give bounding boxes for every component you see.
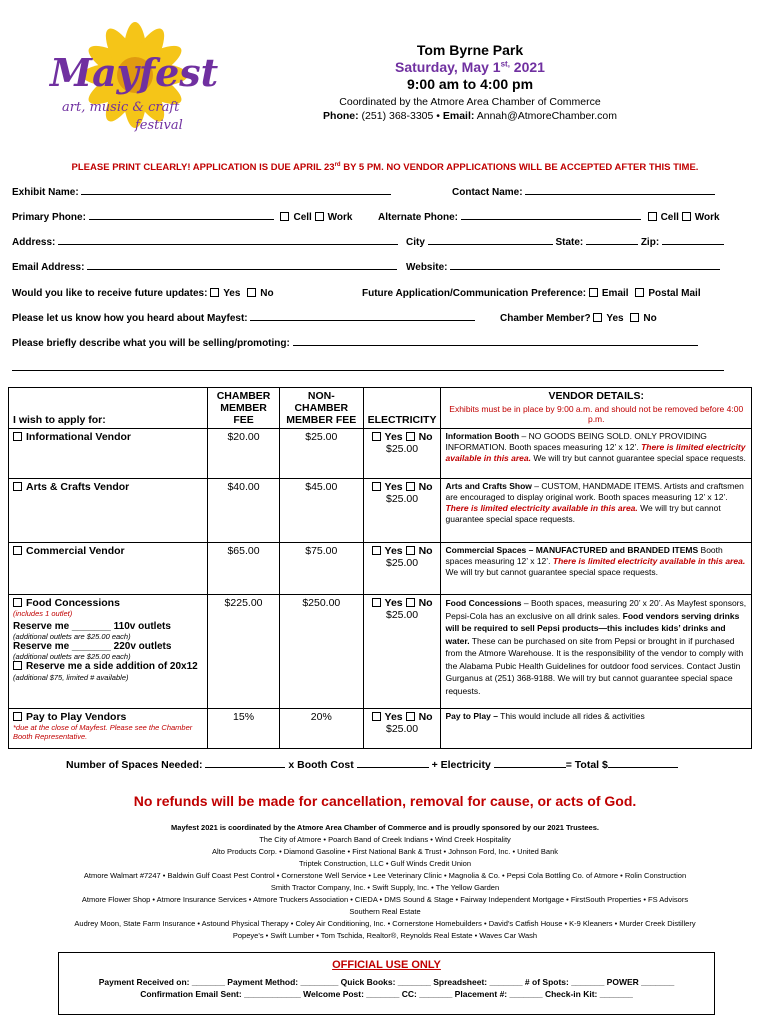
venue-title: Tom Byrne Park bbox=[416, 42, 524, 58]
coordinated-line bbox=[240, 96, 700, 122]
vendor-type-cell[interactable]: Commercial Vendor bbox=[9, 543, 208, 595]
email-address-field[interactable]: Email Address: bbox=[12, 262, 397, 273]
checkbox-icon[interactable] bbox=[372, 598, 381, 607]
chamber-fee: $20.00 bbox=[208, 429, 280, 479]
official-line-2[interactable]: Confirmation Email Sent: ____________ Welcome Post: _______ CC: _______ Placement #: _______ Check-in Kit: _______ bbox=[140, 989, 633, 999]
official-use-box bbox=[58, 952, 715, 1015]
vendor-detail: Food Concessions – Booth spaces, measuring 20’ x 20’. As Mayfest sponsors, Pepsi-Cola has an exclusive on all drink sales. Food vendors serving drinks will be required to sell Pepsi products—this includes kids’ drinks and water. These can be purchased on site from Pepsi or brought in if purchased from the Atmore Warehouse. It is the responsibility of the vendor to comply with the Alabama Pubic Health Guidelines for outdoor food services. Contact Justin Gurganus at (251) 368-9188. We will try but cannot guarantee special space requests. bbox=[441, 595, 752, 709]
non-chamber-fee-header: NON-CHAMBER MEMBER FEE bbox=[279, 388, 363, 429]
electricity-cell[interactable]: Yes No $25.00 bbox=[363, 543, 441, 595]
checkbox-icon[interactable] bbox=[372, 432, 381, 441]
apply-header: I wish to apply for: bbox=[9, 388, 208, 429]
checkbox-icon[interactable] bbox=[635, 288, 644, 297]
vendor-details-header: VENDOR DETAILS: Exhibits must be in place by 9:00 a.m. and should not be removed before 4:00 p.m. bbox=[441, 388, 752, 429]
sponsors-intro: Mayfest 2021 is coordinated by the Atmore Area Chamber of Commerce and is proudly sponsored by our 2021 Trustees. bbox=[171, 823, 599, 832]
sponsor-line: Smith Tractor Company, Inc. • Swift Supply, Inc. • The Yellow Garden bbox=[270, 883, 500, 892]
non-chamber-fee: $75.00 bbox=[279, 543, 363, 595]
checkbox-icon[interactable] bbox=[630, 313, 639, 322]
electricity-cell[interactable]: Yes No $25.00 bbox=[363, 709, 441, 749]
vendor-detail: Arts and Crafts Show – CUSTOM, HANDMADE ITEMS. Artists and craftsmen are encouraged to display original work. Booth spaces measuring 12’ x 12’. There is limited electricity available in this area. We will try but cannot guarantee special space requests. bbox=[441, 479, 752, 543]
mayfest-logo bbox=[40, 20, 220, 150]
checkbox-icon[interactable] bbox=[406, 482, 415, 491]
table-row bbox=[9, 709, 752, 749]
table-row bbox=[9, 429, 752, 479]
describe-field[interactable]: Please briefly describe what you will be selling/promoting: bbox=[12, 338, 698, 349]
non-chamber-fee: $250.00 bbox=[279, 595, 363, 709]
checkbox-icon[interactable] bbox=[315, 212, 324, 221]
official-use-title: OFFICIAL USE ONLY bbox=[332, 959, 441, 971]
coordinated-text: Coordinated by the Atmore Area Chamber of Commerce bbox=[339, 96, 601, 108]
checkbox-icon[interactable] bbox=[13, 546, 22, 555]
non-chamber-fee: $45.00 bbox=[279, 479, 363, 543]
sponsor-line: Alto Products Corp. • Diamond Gasoline • First National Bank & Trust • Johnson Ford, Inc. • United Bank bbox=[211, 847, 559, 856]
vendor-table bbox=[8, 387, 752, 749]
checkbox-icon[interactable] bbox=[372, 712, 381, 721]
website-field[interactable]: Website: bbox=[406, 262, 720, 273]
due-notice: PLEASE PRINT CLEARLY! APPLICATION IS DUE APRIL 23rd BY 5 PM. NO VENDOR APPLICATIONS WILL BE ACCEPTED AFTER THIS TIME. bbox=[71, 162, 699, 174]
checkbox-icon[interactable] bbox=[593, 313, 602, 322]
chamber-fee-header: CHAMBER MEMBER FEE bbox=[208, 388, 280, 429]
checkbox-icon[interactable] bbox=[13, 432, 22, 441]
table-row bbox=[9, 595, 752, 709]
checkbox-icon[interactable] bbox=[13, 482, 22, 491]
checkbox-icon[interactable] bbox=[13, 712, 22, 721]
electricity-header: ELECTRICITY bbox=[363, 388, 441, 429]
vendor-type-cell[interactable]: Arts & Crafts Vendor bbox=[9, 479, 208, 543]
totals-line[interactable]: Number of Spaces Needed: x Booth Cost + Electricity = Total $ bbox=[66, 759, 678, 771]
updates-question[interactable]: Would you like to receive future updates: Yes No bbox=[12, 288, 274, 299]
table-header-row bbox=[9, 388, 752, 429]
checkbox-icon[interactable] bbox=[13, 598, 22, 607]
checkbox-icon[interactable] bbox=[682, 212, 691, 221]
checkbox-icon[interactable] bbox=[648, 212, 657, 221]
table-row bbox=[9, 479, 752, 543]
event-time: 9:00 am to 4:00 pm bbox=[406, 76, 534, 92]
contact-line: Phone: (251) 368-3305 • Email: Annah@AtmoreChamber.com bbox=[323, 110, 617, 122]
sponsors-block bbox=[0, 822, 770, 942]
checkbox-icon[interactable] bbox=[372, 546, 381, 555]
heard-about-field[interactable]: Please let us know how you heard about Mayfest: bbox=[12, 313, 475, 324]
primary-phone-field[interactable]: Primary Phone: Cell Work bbox=[12, 212, 353, 223]
checkbox-icon[interactable] bbox=[406, 598, 415, 607]
checkbox-icon[interactable] bbox=[210, 288, 219, 297]
checkbox-icon[interactable] bbox=[406, 432, 415, 441]
checkbox-icon[interactable] bbox=[247, 288, 256, 297]
sponsor-line: Popeye’s • Swift Lumber • Tom Tschida, Realtor®, Reynolds Real Estate • Waves Car Wash bbox=[232, 931, 538, 940]
vendor-type-cell[interactable]: Informational Vendor bbox=[9, 429, 208, 479]
official-line-1[interactable]: Payment Received on: _______ Payment Method: ________ Quick Books: _______ Spreadsheet: _______ # of Spots: _______ POWER _______ bbox=[98, 977, 675, 987]
chamber-fee: $40.00 bbox=[208, 479, 280, 543]
vendor-detail: Information Booth – NO GOODS BEING SOLD. ONLY PROVIDING INFORMATION. Booth spaces measuring 12’ x 12’. There is limited electricity available in this area. We will try but cannot guarantee special space requests. bbox=[441, 429, 752, 479]
describe-line-2[interactable] bbox=[12, 370, 724, 371]
sponsor-line: The City of Atmore • Poarch Band of Creek Indians • Wind Creek Hospitality bbox=[259, 835, 511, 844]
table-row bbox=[9, 543, 752, 595]
checkbox-icon[interactable] bbox=[13, 661, 22, 670]
sponsor-line: Audrey Moon, State Farm Insurance • Astound Physical Therapy • Coley Air Conditioning, Inc. • Cornerstone Homebuilders • David’s Catfish House • K-9 Kleaners • Murder Creek Distillery bbox=[74, 919, 696, 928]
city-state-zip-field[interactable]: City State: Zip: bbox=[406, 237, 724, 248]
contact-name-field[interactable]: Contact Name: bbox=[452, 187, 715, 198]
checkbox-icon[interactable] bbox=[406, 546, 415, 555]
logo-word: Mayfest bbox=[50, 50, 219, 95]
address-field[interactable]: Address: bbox=[12, 237, 398, 248]
chamber-fee: $225.00 bbox=[208, 595, 280, 709]
checkbox-icon[interactable] bbox=[280, 212, 289, 221]
preference-question[interactable]: Future Application/Communication Preference: Email Postal Mail bbox=[362, 288, 701, 299]
logo-line1: art, music & craft bbox=[62, 100, 180, 115]
vendor-type-cell[interactable]: Food Concessions (includes 1 outlet) Reserve me _______ 110v outlets (additional outlets are $25.00 each) Reserve me _______ 220v outlets (additional outlets are $25.00 each) Reserve me a side addition of 20x12 (additional $75, limited # available) bbox=[9, 595, 208, 709]
chamber-member-question[interactable]: Chamber Member? Yes No bbox=[500, 313, 657, 324]
sponsor-line: Atmore Walmart #7247 • Baldwin Gulf Coast Pest Control • Cornerstone Well Service • Lee Veterinary Clinic • Magnolia & Co. • Pepsi Cola Bottling Co. of Atmore • Rolin Construction bbox=[83, 871, 687, 880]
exhibit-name-field[interactable]: Exhibit Name: bbox=[12, 187, 391, 198]
sponsor-line: Atmore Flower Shop • Atmore Insurance Services • Atmore Truckers Association • CIEDA • DMS Sound & Stage • Fairway Independent Mortgage • FirstSouth Properties • FS Advisors bbox=[81, 895, 689, 904]
checkbox-icon[interactable] bbox=[372, 482, 381, 491]
refund-notice: No refunds will be made for cancellation, removal for cause, or acts of God. bbox=[133, 793, 637, 809]
header-block bbox=[300, 42, 640, 92]
vendor-type-cell[interactable]: Pay to Play Vendors *due at the close of Mayfest. Please see the Chamber Booth Representative. bbox=[9, 709, 208, 749]
chamber-fee: 15% bbox=[208, 709, 280, 749]
chamber-fee: $65.00 bbox=[208, 543, 280, 595]
event-date: Saturday, May $1^{st,}$ 2021 bbox=[395, 59, 545, 75]
sponsor-line: Southern Real Estate bbox=[349, 907, 421, 916]
non-chamber-fee: $25.00 bbox=[279, 429, 363, 479]
vendor-detail: Pay to Play – This would include all rides & activities bbox=[441, 709, 752, 749]
alternate-phone-field[interactable]: Alternate Phone: Cell Work bbox=[378, 212, 720, 223]
sponsor-line: Triptek Construction, LLC • Gulf Winds Credit Union bbox=[299, 859, 471, 868]
checkbox-icon[interactable] bbox=[589, 288, 598, 297]
electricity-cell[interactable]: Yes No $25.00 bbox=[363, 429, 441, 479]
logo-line2: festival bbox=[135, 118, 183, 133]
checkbox-icon[interactable] bbox=[406, 712, 415, 721]
non-chamber-fee: 20% bbox=[279, 709, 363, 749]
electricity-cell[interactable]: Yes No $25.00 bbox=[363, 595, 441, 709]
electricity-cell[interactable]: Yes No $25.00 bbox=[363, 479, 441, 543]
vendor-detail: Commercial Spaces – MANUFACTURED and BRANDED ITEMS Booth spaces measuring 12’ x 12’. There is limited electricity available in this area. We will try but cannot guarantee special space requests. bbox=[441, 543, 752, 595]
